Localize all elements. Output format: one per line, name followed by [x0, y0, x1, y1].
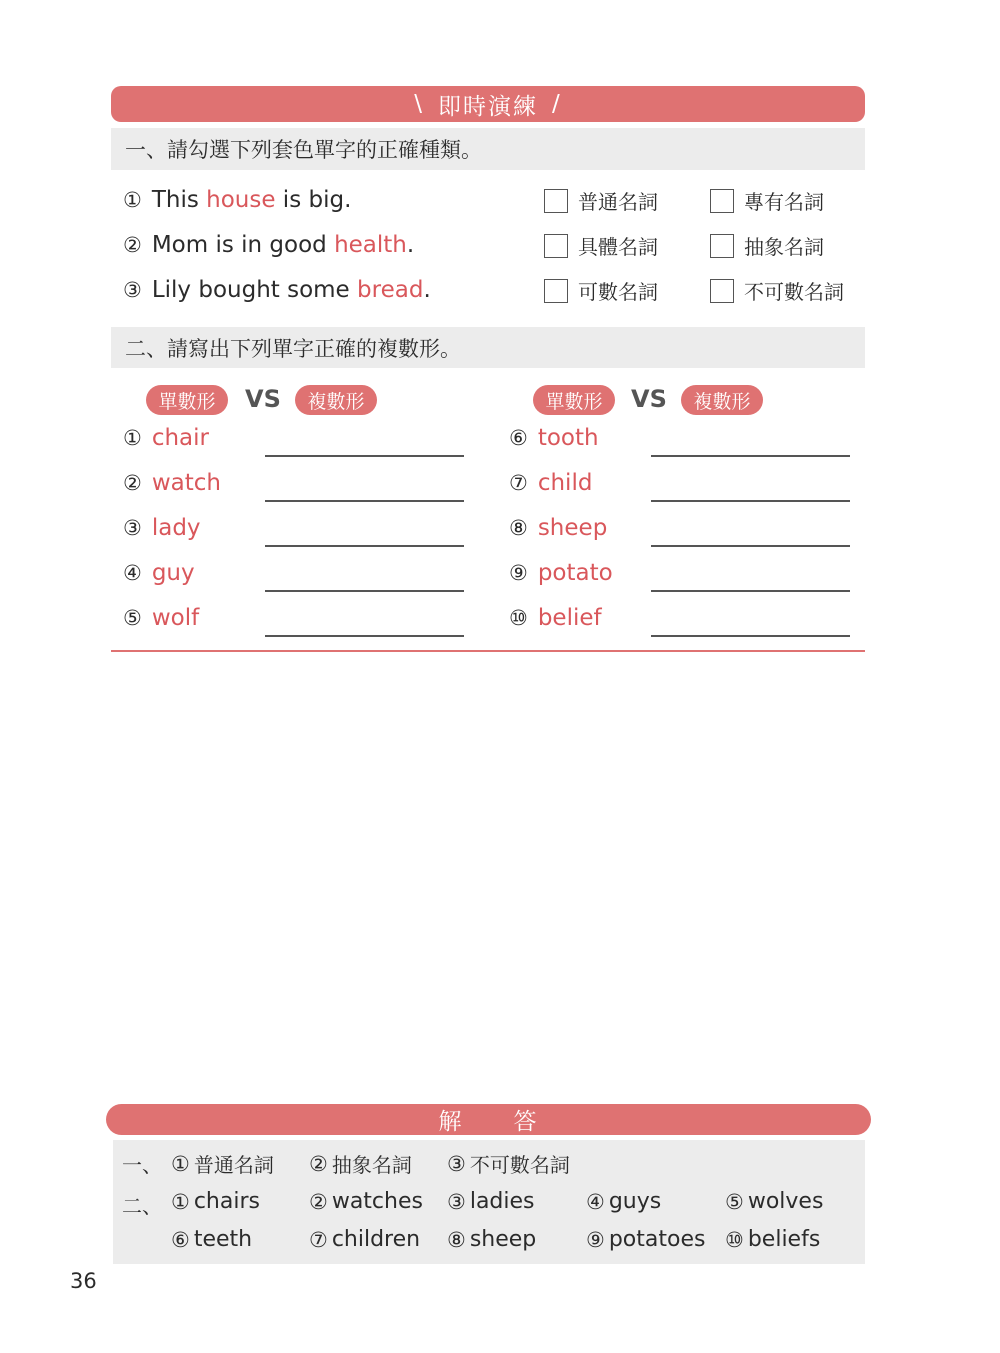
option-uncountable-noun[interactable] [710, 276, 844, 305]
checkbox[interactable] [710, 279, 734, 303]
word-item [123, 605, 199, 631]
question-number: ① [123, 188, 142, 212]
word-number: ⑥ [509, 426, 528, 450]
checkbox[interactable] [710, 234, 734, 258]
option-label: 可數名詞 [578, 280, 658, 304]
answer-item [171, 1149, 274, 1178]
answer-item [447, 1227, 536, 1252]
answer-item [309, 1149, 412, 1178]
singular-word: watch [151, 470, 221, 496]
word-number: ② [123, 471, 142, 495]
singular-pill-left: 單數形 [146, 385, 228, 415]
answer-item [447, 1149, 570, 1178]
answer-item [586, 1189, 661, 1214]
word-item [123, 470, 221, 496]
answer-item [309, 1189, 423, 1214]
slash-right: / [552, 91, 562, 117]
sentence-after: . [406, 232, 415, 258]
option-proper-noun[interactable] [710, 186, 824, 215]
answer-number: ③ [447, 1189, 466, 1214]
answer-number: ① [171, 1151, 190, 1176]
word-item [509, 605, 602, 631]
word-number: ⑩ [509, 606, 528, 630]
answer-number: ① [171, 1189, 190, 1214]
answer-line[interactable] [265, 455, 464, 457]
option-label: 抽象名詞 [744, 235, 824, 259]
section-divider [111, 650, 865, 652]
answer-line[interactable] [651, 500, 850, 502]
answer-number: ② [309, 1151, 328, 1176]
answer-text: children [331, 1227, 421, 1252]
answer-text: watches [331, 1189, 423, 1214]
answer-text: beliefs [747, 1227, 821, 1252]
word-item [509, 425, 599, 451]
answer-number: ③ [447, 1151, 466, 1176]
answer-text: potatoes [608, 1227, 706, 1252]
answer-line[interactable] [265, 500, 464, 502]
answer-number: ④ [586, 1189, 605, 1214]
word-number: ① [123, 426, 142, 450]
singular-word: sheep [537, 515, 608, 541]
plural-pill-left: 複數形 [295, 385, 377, 415]
word-number: ⑧ [509, 516, 528, 540]
question-row-2 [123, 229, 414, 261]
answer-number: ⑨ [586, 1227, 605, 1252]
word-number: ③ [123, 516, 142, 540]
singular-word: guy [151, 560, 195, 586]
answer-line[interactable] [265, 590, 464, 592]
answer-text: sheep [469, 1227, 537, 1252]
answer-line[interactable] [265, 545, 464, 547]
sentence-after: is big. [275, 187, 352, 213]
option-label: 專有名詞 [744, 190, 824, 214]
practice-title: 即時演練 [438, 93, 538, 120]
answers-title-band [106, 1104, 871, 1135]
option-countable-noun[interactable] [544, 276, 658, 305]
plural-pill-right: 複數形 [681, 385, 763, 415]
answers-part1-label: 一、 [122, 1153, 162, 1177]
singular-word: potato [537, 560, 613, 586]
word-item [509, 470, 592, 496]
answer-text: chairs [193, 1189, 260, 1214]
checkbox[interactable] [544, 279, 568, 303]
highlight-word: bread [357, 277, 424, 303]
answer-number: ⑥ [171, 1227, 190, 1252]
answer-item [586, 1227, 705, 1252]
option-label: 不可數名詞 [744, 280, 844, 304]
singular-word: chair [151, 425, 209, 451]
singular-word: lady [151, 515, 201, 541]
singular-word: child [537, 470, 593, 496]
answer-number: ⑧ [447, 1227, 466, 1252]
answer-number: ⑤ [725, 1189, 744, 1214]
word-number: ⑦ [509, 471, 528, 495]
sentence-after: . [423, 277, 431, 303]
singular-word: belief [537, 605, 602, 631]
answer-number: ⑩ [725, 1227, 744, 1252]
answers-title: 解 答 [438, 1109, 539, 1135]
answer-line[interactable] [651, 635, 850, 637]
answer-item [171, 1189, 260, 1214]
option-abstract-noun[interactable] [710, 231, 824, 260]
answer-line[interactable] [651, 455, 850, 457]
vs-right: VS [631, 385, 667, 413]
answer-text: wolves [747, 1189, 824, 1214]
answer-text: teeth [193, 1227, 253, 1252]
checkbox[interactable] [710, 189, 734, 213]
question-row-3 [123, 274, 431, 306]
vs-left: VS [245, 385, 281, 413]
answer-line[interactable] [651, 545, 850, 547]
answer-line[interactable] [651, 590, 850, 592]
section1-heading: 一、請勾選下列套色單字的正確種類。 [111, 128, 865, 170]
option-label: 具體名詞 [578, 235, 658, 259]
highlight-word: house [206, 187, 276, 213]
answer-number: ② [309, 1189, 328, 1214]
answer-number: ⑦ [309, 1227, 328, 1252]
question-number: ③ [123, 278, 142, 302]
word-number: ⑤ [123, 606, 142, 630]
word-number: ⑨ [509, 561, 528, 585]
answer-item [725, 1189, 823, 1214]
question-number: ② [123, 233, 142, 257]
word-item [123, 515, 201, 541]
page-number: 36 [70, 1269, 97, 1293]
sentence-before: Mom is in good [151, 232, 335, 258]
answer-line[interactable] [265, 635, 464, 637]
word-item [509, 560, 613, 586]
word-number: ④ [123, 561, 142, 585]
checkbox[interactable] [544, 234, 568, 258]
word-item [123, 560, 195, 586]
slash-left: \ [414, 91, 424, 117]
answer-item [309, 1227, 420, 1252]
option-common-noun[interactable] [544, 186, 658, 215]
singular-word: wolf [151, 605, 200, 631]
answer-text: 普通名詞 [193, 1153, 274, 1177]
answer-text: guys [608, 1189, 662, 1214]
singular-word: tooth [537, 425, 599, 451]
checkbox[interactable] [544, 189, 568, 213]
word-item [123, 425, 209, 451]
highlight-word: health [334, 232, 407, 258]
answer-text: ladies [469, 1189, 535, 1214]
answer-item [447, 1189, 535, 1214]
question-row-1 [123, 184, 351, 216]
answers-part2-label: 二、 [122, 1194, 162, 1218]
sentence-before: This [151, 187, 207, 213]
option-concrete-noun[interactable] [544, 231, 658, 260]
answer-item [725, 1227, 820, 1252]
singular-pill-right: 單數形 [533, 385, 615, 415]
word-item [509, 515, 607, 541]
practice-title-band [111, 86, 865, 122]
option-label: 普通名詞 [578, 190, 658, 214]
answer-text: 不可數名詞 [469, 1153, 570, 1177]
section2-heading: 二、請寫出下列單字正確的複數形。 [111, 327, 865, 368]
sentence-before: Lily bought some [151, 277, 358, 303]
answer-item [171, 1227, 252, 1252]
answer-text: 抽象名詞 [331, 1153, 412, 1177]
